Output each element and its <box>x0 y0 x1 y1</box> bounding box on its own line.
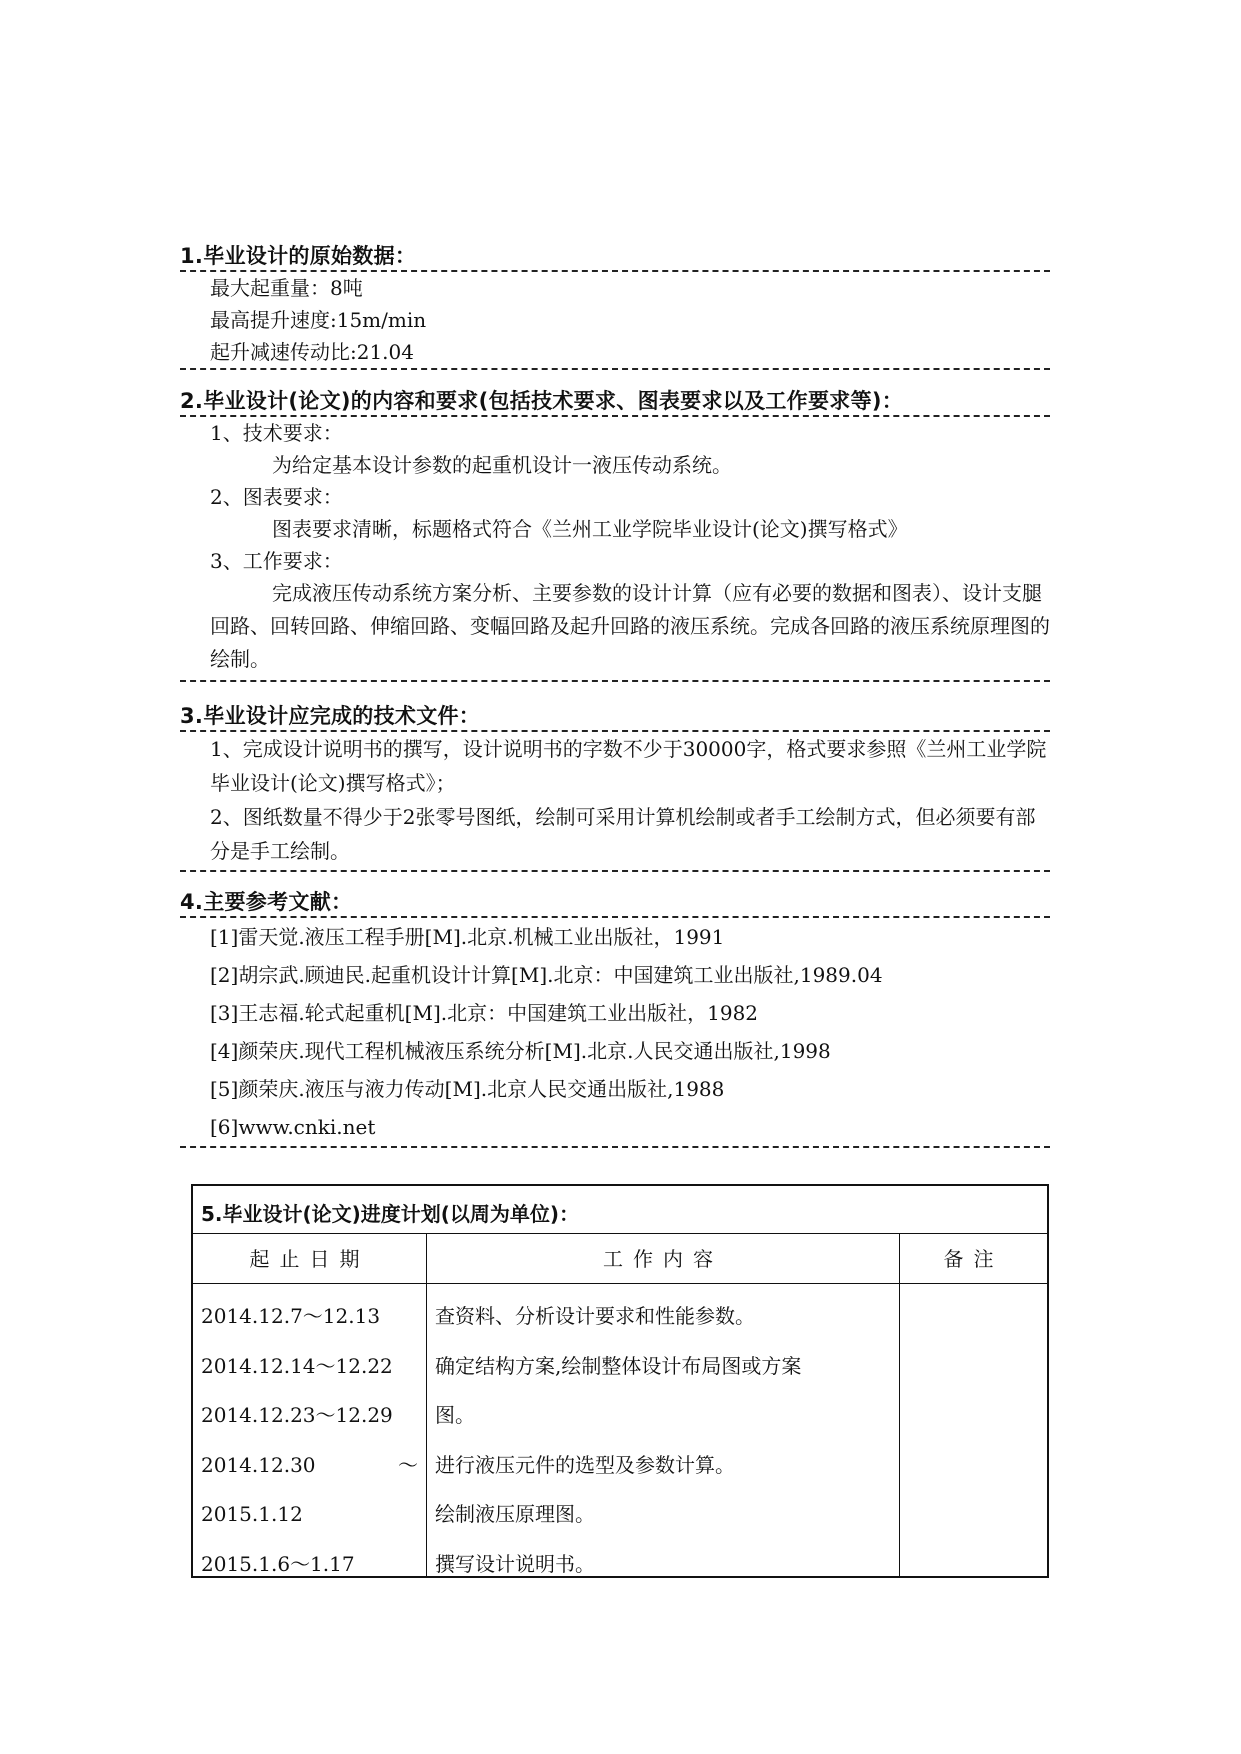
dashed-divider <box>180 1146 1050 1148</box>
data-line: 最高提升速度:15m/min <box>210 308 427 332</box>
section-original-data <box>180 242 1050 370</box>
section-content-requirements <box>180 387 1050 682</box>
reference-item: [4]颜荣庆.现代工程机械液压系统分析[M].北京.人民交通出版社,1998 <box>210 1039 831 1063</box>
date-cell: 2014.12.14～12.22 <box>201 1353 393 1378</box>
date-cell <box>193 1441 426 1491</box>
content-cell: 查资料、分析设计要求和性能参数。 <box>435 1304 755 1328</box>
data-line: 起升减速传动比:21.04 <box>210 340 414 364</box>
content-cell: 绘制液压原理图。 <box>435 1502 595 1526</box>
requirement-label: 1、技术要求： <box>210 421 343 445</box>
data-line: 最大起重量：8吨 <box>210 276 363 300</box>
reference-item: [3]王志福.轮式起重机[M].北京：中国建筑工业出版社，1982 <box>210 1001 759 1025</box>
content-cell: 进行液压元件的选型及参数计算。 <box>435 1452 735 1477</box>
reference-item: [6]www.cnki.net <box>210 1115 376 1139</box>
notes-column <box>900 1284 1047 1576</box>
reference-item: [1]雷天觉.液压工程手册[M].北京.机械工业出版社，1991 <box>210 925 725 949</box>
section-title: 1.毕业设计的原始数据： <box>180 244 417 268</box>
requirement-text: 完成液压传动系统方案分析、主要参数的设计计算（应有必要的数据和图表）、设计支腿回路、回转回路、伸缩回路、变幅回路及起升回路的液压系统。完成各回路的液压系统原理图的绘制。 <box>210 581 1050 671</box>
date-cell: 2014.12.7～12.13 <box>201 1304 381 1328</box>
section-title: 2.毕业设计(论文)的内容和要求(包括技术要求、图表要求以及工作要求等)： <box>180 389 904 413</box>
table-header-row <box>193 1234 1047 1284</box>
requirement-text: 为给定基本设计参数的起重机设计一液压传动系统。 <box>272 453 732 477</box>
table-body <box>193 1284 1047 1576</box>
date-tilde: ～ <box>398 1452 418 1477</box>
schedule-table <box>191 1184 1049 1578</box>
section-references <box>180 888 1050 1148</box>
date-cell: 2014.12.23～12.29 <box>201 1403 393 1427</box>
section-tech-documents <box>180 702 1050 872</box>
date-start: 2014.12.30 <box>201 1452 316 1477</box>
dashed-divider <box>180 680 1050 682</box>
section-title: 4.主要参考文献： <box>180 890 353 914</box>
content-cell: 确定结构方案,绘制整体设计布局图或方案 <box>435 1353 802 1378</box>
section-title: 3.毕业设计应完成的技术文件： <box>180 704 481 728</box>
reference-item: [2]胡宗武.顾迪民.起重机设计计算[M].北京：中国建筑工业出版社,1989.04 <box>210 963 883 987</box>
date-cell: 2015.1.6～1.17 <box>201 1551 355 1576</box>
header-content: 工作内容 <box>427 1234 900 1283</box>
dashed-divider <box>180 368 1050 370</box>
document-item: 2、图纸数量不得少于2张零号图纸，绘制可采用计算机绘制或者手工绘制方式，但必须要有部分是手工绘制。 <box>210 805 1036 863</box>
content-cell: 图。 <box>435 1403 475 1427</box>
reference-item: [5]颜荣庆.液压与液力传动[M].北京人民交通出版社,1988 <box>210 1077 725 1101</box>
requirement-label: 2、图表要求： <box>210 485 343 509</box>
date-cell: 2015.1.12 <box>201 1502 303 1526</box>
requirement-text: 图表要求清晰，标题格式符合《兰州工业学院毕业设计(论文)撰写格式》 <box>272 517 908 541</box>
table-title: 5.毕业设计(论文)进度计划(以周为单位)： <box>193 1186 1047 1234</box>
header-dates: 起止日期 <box>193 1234 427 1283</box>
document-item: 1、完成设计说明书的撰写，设计说明书的字数不少于30000字，格式要求参照《兰州工业学院毕业设计(论文)撰写格式》； <box>210 737 1047 795</box>
content-column <box>427 1284 900 1576</box>
requirement-label: 3、工作要求： <box>210 549 343 573</box>
content-cell: 撰写设计说明书。 <box>435 1551 595 1576</box>
header-notes: 备注 <box>943 1247 1004 1271</box>
dashed-divider <box>180 870 1050 872</box>
dates-column <box>193 1284 427 1576</box>
